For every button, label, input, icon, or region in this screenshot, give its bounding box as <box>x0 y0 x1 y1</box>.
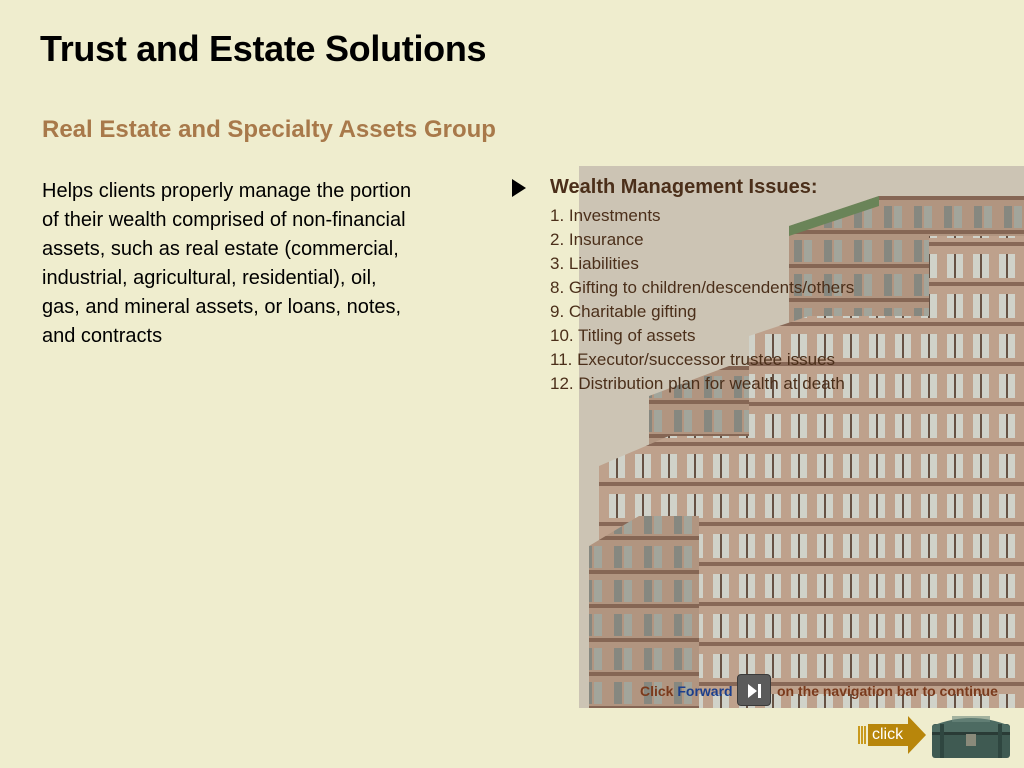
nav-hint-text <box>640 683 733 699</box>
list-item: 3. Liabilities <box>550 254 639 273</box>
issues-list <box>550 204 854 396</box>
skip-forward-icon <box>748 684 757 698</box>
list-item: 9. Charitable gifting <box>550 302 697 321</box>
slide-title: Trust and Estate Solutions <box>40 28 487 69</box>
slide-description: Helps clients properly manage the portion of their wealth comprised of non-financial assets, such as real estate (commercial, industrial, agricultural, residential), oil, gas, and mineral assets, or loans, notes, and contracts <box>42 180 412 347</box>
forward-button[interactable] <box>737 674 771 706</box>
nav-hint-prefix: Click <box>640 683 678 699</box>
navigation-hint <box>640 678 1010 706</box>
click-button[interactable] <box>858 716 928 754</box>
list-item: 8. Gifting to children/descendents/others <box>550 278 855 297</box>
slide-subtitle: Real Estate and Specialty Assets Group <box>42 116 496 143</box>
list-item: 2. Insurance <box>550 230 644 249</box>
list-item: 1. Investments <box>550 206 661 225</box>
list-item: 11. Executor/successor trustee issues <box>550 350 836 369</box>
list-item: 12. Distribution plan for wealth at death <box>550 374 845 393</box>
forward-link[interactable]: Forward <box>677 683 733 699</box>
click-label: click <box>872 726 904 743</box>
treasure-chest-icon[interactable] <box>930 710 1012 760</box>
triangle-right-icon <box>512 179 526 197</box>
issues-heading: Wealth Management Issues: <box>550 176 818 198</box>
list-item: 10. Titling of assets <box>550 326 696 345</box>
nav-hint-suffix: on the navigation bar to continue <box>777 683 998 699</box>
